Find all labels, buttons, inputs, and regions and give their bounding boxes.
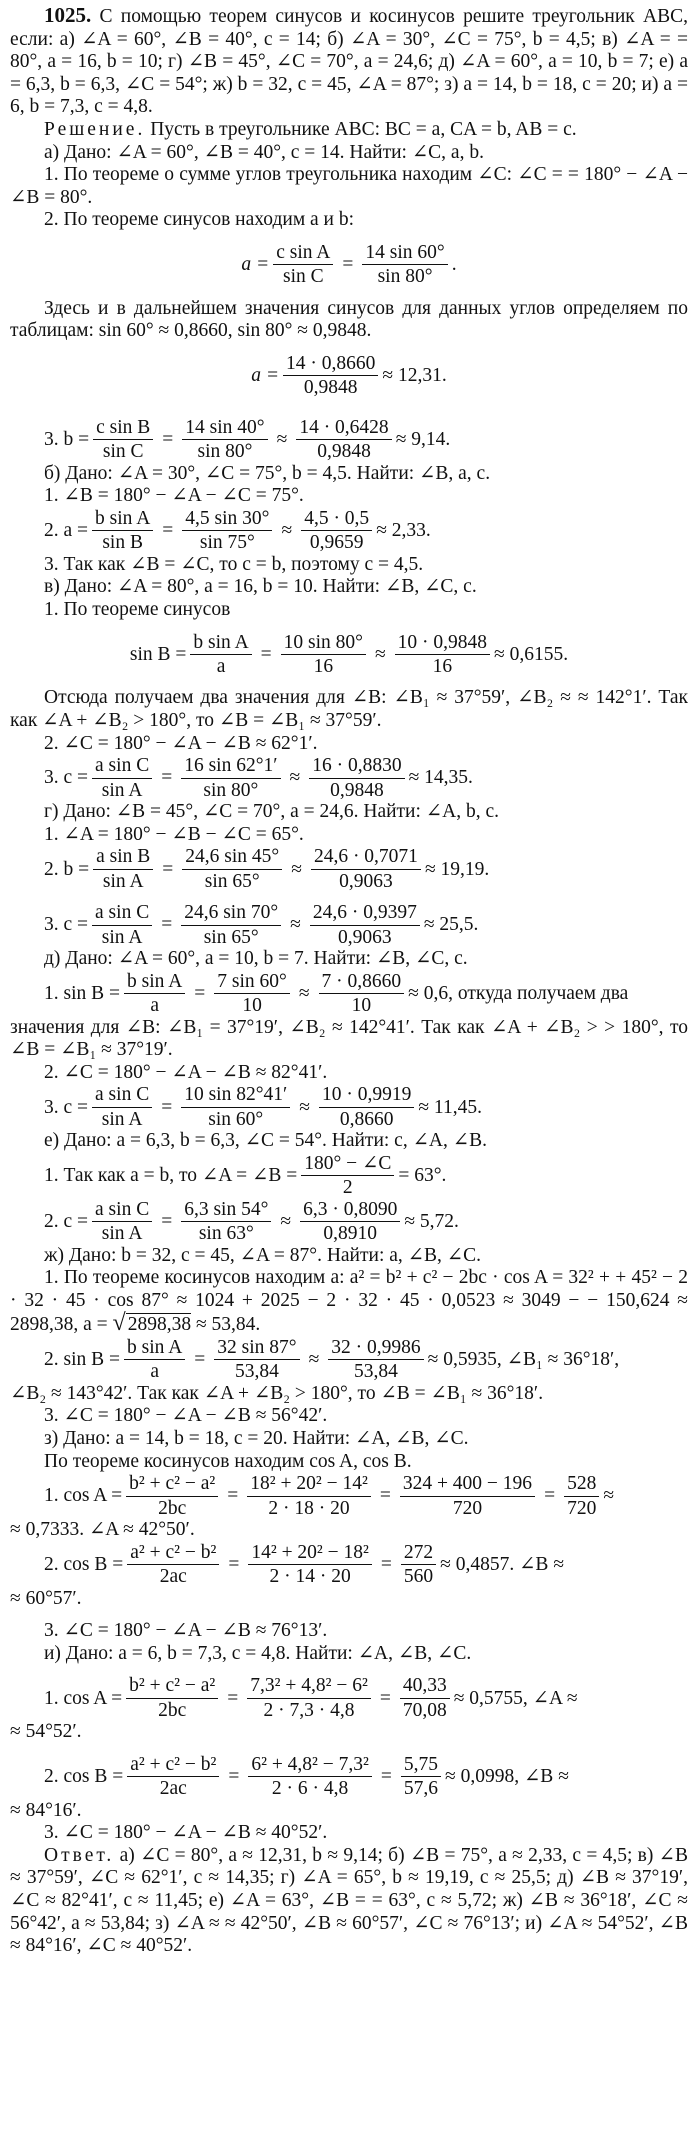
part-i-step2-cont: ≈ 84°16′.	[10, 1799, 82, 1821]
solution-intro-text: Пусть в треугольнике ABC: BC = a, CA = b, AB = c.	[150, 118, 577, 140]
part-i-step2: 2. cos B = $\frac{\text{a² + c² − b²}}{2ac}$ = $\frac{\text{6² + 4,8² − 7,3²}}{2 \cdot 6 \cdot 4,8}$ = $\frac{5,75}{57,6}$ ≈ 0,0998, ∠B ≈	[44, 1753, 569, 1800]
part-z-step2: 2. cos B = $\frac{\text{a² + c² − b²}}{2ac}$ = $\frac{\text{14² + 20² − 18²}}{2 \cdot 14 \cdot 20}$ = $\frac{272}{560}$ ≈ 0,4857. ∠B ≈	[44, 1541, 565, 1588]
part-e-step2: 2. c = $\frac{\text{a sin C}}{\text{sin A}}$ = $\frac{6,3 \sin 54^\circ}{\sin 63^\circ}$ ≈ $\frac{6,3 \cdot 0,8090}{0,8910}$ ≈ 5,72.	[44, 1198, 459, 1245]
solution-label: Решение.	[44, 118, 146, 140]
fraction: $\frac{\text{c sin A}}{\text{sin C}}$	[273, 242, 333, 288]
part-z-intro: По теореме косинусов находим cos A, cos B.	[44, 1450, 412, 1472]
solution-intro	[10, 119, 688, 142]
part-e-step1: 1. Так как a = b, то ∠A = ∠B = $\frac{180^\circ - \angle C}{2}$ = 63°.	[44, 1152, 447, 1199]
part-z-step3: 3. ∠C = 180° − ∠A − ∠B ≈ 76°13′.	[44, 1620, 328, 1642]
part-e-given: е) Дано: a = 6,3, b = 6,3, ∠C = 54°. Найти: c, ∠A, ∠B.	[44, 1130, 487, 1152]
part-zh-step1: 1. По теореме косинусов находим a: a² = b² + c² − 2bc · cos A = 32² + + 45² − 2 · 32 · 45 · cos 87° ≈ 1024 + 2025 − 2 · 32 · 45 · 0,0523 ≈ 3049 − − 150,624 ≈ 2898,38, a = √ 2898,38 ≈ 53,84.	[10, 1267, 688, 1337]
part-a-given: а) Дано: ∠A = 60°, ∠B = 40°, c = 14. Найти: ∠C, a, b.	[44, 141, 484, 163]
part-d-step2: 2. ∠C = 180° − ∠A − ∠B ≈ 82°41′.	[44, 1061, 328, 1083]
part-i-step1: 1. cos A = $\frac{\text{b² + c² − a²}}{2bc}$ = $\frac{\text{7,3² + 4,8² − 6²}}{2 \cdot 7,3 \cdot 4,8}$ = $\frac{40,33}{70,08}$ ≈ 0,5755, ∠A ≈	[44, 1675, 578, 1721]
part-b-step1: 1. ∠B = 180° − ∠A − ∠C = 75°.	[44, 485, 304, 507]
formula-lhs: a =	[241, 254, 270, 276]
part-z-step2-cont: ≈ 60°57′.	[10, 1587, 82, 1609]
part-z-step1-cont: ≈ 0,7333. ∠A ≈ 42°50′.	[10, 1519, 195, 1541]
part-z-step1: 1. cos A = $\frac{\text{b² + c² − a²}}{2bc}$ = $\frac{\text{18² + 20² − 14²}}{2 \cdot 18 \cdot 20}$ = $\frac{324 + 400 - 196}{720}$ = $\frac{528}{720}$ ≈	[44, 1473, 615, 1519]
part-g-given: г) Дано: ∠B = 45°, ∠C = 70°, a = 24,6. Найти: ∠A, b, c.	[44, 801, 499, 823]
answer-label: Ответ.	[44, 1844, 115, 1866]
part-d-step1: 1. sin B = $\frac{\text{b sin A}}{a}$ = $\frac{7 \sin 60^\circ}{10}$ ≈ $\frac{7 \cdot 0,8660}{10}$ ≈ 0,6, откуда получаем два	[44, 970, 629, 1017]
part-a-step1: 1. По теореме о сумме углов треугольника находим ∠C: ∠C = = 180° − ∠A − ∠B = 80°.	[10, 164, 688, 208]
part-v-step3: 3. c = $\frac{\text{a sin C}}{\text{sin A}}$ = $\frac{16 \sin 62^\circ 1'}{\sin 80^\circ}$ ≈ $\frac{16 \cdot 0,8830}{0,9848}$ ≈ 14,35.	[44, 755, 473, 801]
part-i-step1-cont: ≈ 54°52′.	[10, 1721, 82, 1743]
part-b-step3: 3. Так как ∠B = ∠C, то c = b, поэтому c = 4,5.	[44, 553, 424, 575]
part-v-note: Отсюда получаем два значения для ∠B: ∠B₁ ≈ 37°59′, ∠B₂ ≈ ≈ 142°1′. Так как ∠A + ∠B₂ > 180°, то ∠B = ∠B₁ ≈ 37°59′.	[10, 687, 688, 732]
part-d-step1-cont: значения для ∠B: ∠B₁ = 37°19′, ∠B₂ ≈ 142°41′. Так как ∠A + ∠B₂ > > 180°, то ∠B = ∠B₁ ≈ 37°19′.	[10, 1016, 688, 1061]
fraction: $\frac{14 \sin 60^\circ}{\sin 80^\circ}$	[362, 242, 447, 288]
answer	[10, 1845, 688, 1958]
part-b-step2: 2. a = $\frac{\text{b sin A}}{\text{sin B}}$ = $\frac{4,5 \sin 30^\circ}{\sin 75^\circ}$ ≈ $\frac{4,5 \cdot 0,5}{0,9659}$ ≈ 2,33.	[44, 507, 431, 554]
problem-number: 1025.	[44, 3, 92, 27]
part-v-step1: 1. По теореме синусов	[44, 599, 231, 620]
part-i-given: и) Дано: a = 6, b = 7,3, c = 4,8. Найти: ∠A, ∠B, ∠C.	[44, 1642, 472, 1664]
part-a-note: Здесь и в дальнейшем значения синусов для данных углов определяем по таблицам: sin 60° ≈ 0,8660, sin 80° ≈ 0,9848.	[10, 297, 688, 342]
part-a-step3: 3. b = $\frac{\text{c sin B}}{\text{sin C}}$ = $\frac{14 \sin 40^\circ}{\sin 80^\circ}$ ≈ $\frac{14 \cdot 0,6428}{0,9848}$ ≈ 9,14.	[44, 416, 451, 463]
sqrt-icon: √	[112, 1310, 126, 1337]
part-a-formula-1: a = $\frac{\text{c sin A}}{\text{sin C}}$ = $\frac{14 \sin 60^\circ}{\sin 80^\circ}$ .	[241, 241, 457, 288]
part-a-formula-2: a = $\frac{14 \cdot 0,8660}{0,9848}$ ≈ 12,31.	[251, 353, 447, 399]
part-g-step2: 2. b = $\frac{\text{a sin B}}{\text{sin A}}$ = $\frac{24,6 \sin 45^\circ}{\sin 65^\circ}$ ≈ $\frac{24,6 \cdot 0,7071}{0,9063}$ ≈ 19,19.	[44, 846, 490, 892]
part-v-step2: 2. ∠C = 180° − ∠A − ∠B ≈ 62°1′.	[44, 732, 318, 754]
part-i-step3: 3. ∠C = 180° − ∠A − ∠B ≈ 40°52′.	[44, 1822, 328, 1844]
part-d-step3: 3. c = $\frac{\text{a sin C}}{\text{sin A}}$ = $\frac{10 \sin 82^\circ 41'}{\sin 60^\circ}$ ≈ $\frac{10 \cdot 0,9919}{0,8660}$ ≈ 11,45.	[44, 1084, 482, 1130]
answer-text: а) ∠C = 80°, a ≈ 12,31, b ≈ 9,14; б) ∠B = 75°, a ≈ 2,33, c = 4,5; в) ∠B ≈ 37°59′, ∠C ≈ 62°1′, c ≈ 14,35; г) ∠A = 65°, b ≈ 19,19, c ≈ 25,5; д) ∠B ≈ 37°19′, ∠C ≈ 82°41′, c ≈ 11,45; е) ∠A = 63°, ∠B = = 63°, c ≈ 5,72; ж) ∠B ≈ 36°18′, ∠C ≈ 56°42′, a ≈ 53,84; з) ∠A ≈ ≈ 42°50′, ∠B ≈ 60°57′, ∠C ≈ 76°13′; и) ∠A ≈ 54°52′, ∠B ≈ 84°16′, ∠C ≈ 40°52′.	[10, 1844, 688, 1957]
part-b-given: б) Дано: ∠A = 30°, ∠C = 75°, b = 4,5. Найти: ∠B, a, c.	[44, 462, 491, 484]
part-d-given: д) Дано: ∠A = 60°, a = 10, b = 7. Найти: ∠B, ∠C, c.	[44, 948, 468, 970]
part-zh-step2: 2. sin B = $\frac{\text{b sin A}}{a}$ = $\frac{32 \sin 87^\circ}{53,84}$ ≈ $\frac{32 \cdot 0,9986}{53,84}$ ≈ 0,5935, ∠B₁ ≈ 36°18′,	[44, 1336, 620, 1383]
part-zh-given: ж) Дано: b = 32, c = 45, ∠A = 87°. Найти: a, ∠B, ∠C.	[44, 1244, 481, 1266]
part-zh-step3: 3. ∠C = 180° − ∠A − ∠B ≈ 56°42′.	[44, 1405, 328, 1427]
part-z-given: з) Дано: a = 14, b = 18, c = 20. Найти: ∠A, ∠B, ∠C.	[44, 1427, 469, 1449]
part-g-step3: 3. c = $\frac{\text{a sin C}}{\text{sin A}}$ = $\frac{24,6 \sin 70^\circ}{\sin 65^\circ}$ ≈ $\frac{24,6 \cdot 0,9397}{0,9063}$ ≈ 25,5.	[44, 902, 479, 948]
problem-text: С помощью теорем синусов и косинусов решите треугольник ABC, если: а) ∠A = 60°, ∠B = 40°, c = 14; б) ∠A = 30°, ∠C = 75°, b = 4,5; в) ∠A = = 80°, a = 16, b = 10; г) ∠B = 45°, ∠C = 70°, a = 24,6; д) ∠A = 60°, a = 10, b = 7; е) a = 6,3, b = 6,3, ∠C = 54°; ж) b = 32, c = 45, ∠A = 87°; з) a = 14, b = 18, c = 20; и) a = 6, b = 7,3, c = 4,8.	[10, 6, 688, 118]
part-a-step2: 2. По теореме синусов находим a и b:	[44, 209, 355, 231]
problem-statement	[10, 4, 688, 119]
part-g-step1: 1. ∠A = 180° − ∠B − ∠C = 65°.	[44, 823, 304, 845]
part-v-formula: sin B = $\frac{\text{b sin A}}{a}$ = $\frac{10 \sin 80^\circ}{16}$ ≈ $\frac{10 \cdot 0,9848}{16}$ ≈ 0,6155.	[129, 631, 569, 678]
part-zh-step2-cont: ∠B₂ ≈ 143°42′. Так как ∠A + ∠B₂ > 180°, то ∠B = ∠B₁ ≈ 36°18′.	[10, 1382, 544, 1404]
part-v-given: в) Дано: ∠A = 80°, a = 16, b = 10. Найти: ∠B, ∠C, c.	[44, 576, 477, 598]
